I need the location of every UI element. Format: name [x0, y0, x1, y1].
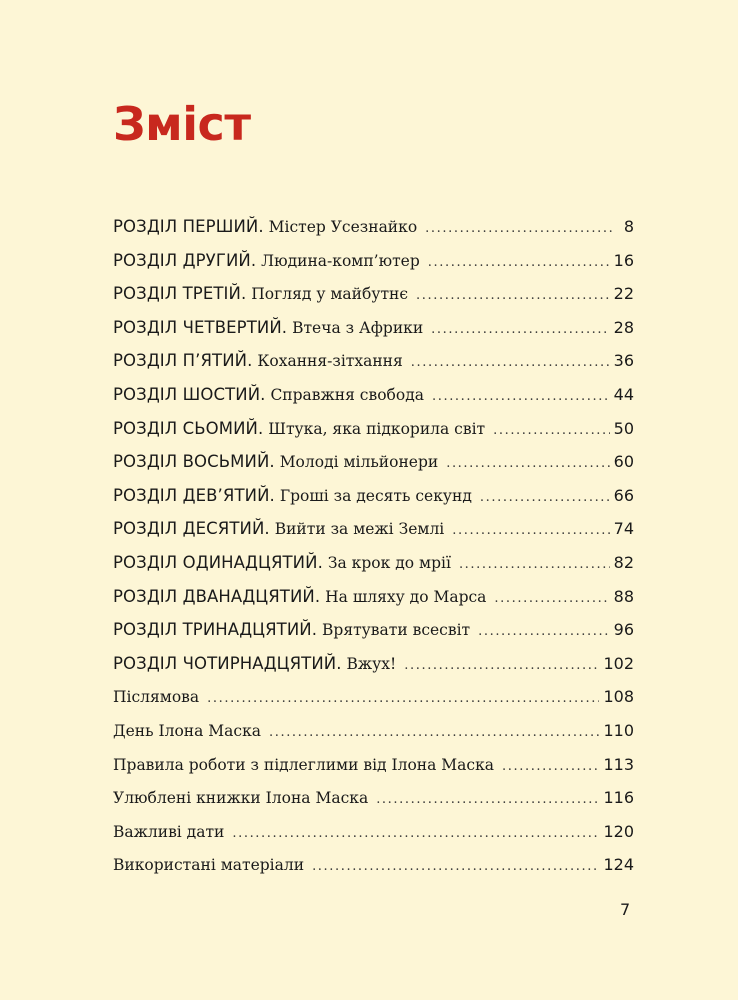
toc-chapter-label: РОЗДІЛ ДЕСЯТИЙ.: [113, 519, 270, 539]
toc-entry: [113, 244, 634, 278]
toc-page-number: 102: [603, 653, 634, 673]
toc-entry: [113, 546, 634, 580]
toc-chapter-label: РОЗДІЛ СЬОМИЙ.: [113, 418, 264, 438]
toc-entry: [113, 580, 634, 614]
toc-leader-dots: [431, 313, 609, 347]
toc-page-number: 116: [603, 788, 634, 808]
toc-entry: [113, 311, 634, 345]
toc-entry: [113, 714, 634, 748]
toc-entry-title: Кохання-зітхання: [257, 352, 403, 371]
toc-entry: [113, 680, 634, 714]
toc-chapter-label: РОЗДІЛ ЧОТИРНАДЦЯТИЙ.: [113, 653, 342, 673]
toc-entry-title: Улюблені книжки Ілона Маска: [113, 789, 369, 808]
toc-chapter-label: РОЗДІЛ ПЕРШИЙ.: [113, 217, 264, 236]
toc-entry: [113, 479, 634, 513]
toc-entry: [113, 445, 634, 479]
toc-page-number: 96: [613, 620, 634, 640]
toc-leader-dots: [493, 414, 610, 448]
toc-chapter-label: РОЗДІЛ ОДИНАДЦЯТИЙ.: [113, 552, 323, 572]
toc-leader-dots: [416, 279, 610, 313]
toc-page-number: 88: [613, 586, 634, 606]
toc-leader-dots: [404, 649, 599, 683]
toc-leader-dots: [494, 582, 609, 616]
toc-chapter-label: РОЗДІЛ ДРУГИЙ.: [113, 250, 257, 270]
toc-page-number: 60: [613, 452, 634, 472]
toc-leader-dots: [432, 380, 610, 414]
toc-leader-dots: [376, 783, 599, 817]
toc-page-number: 22: [613, 284, 634, 304]
toc-entry: [113, 344, 634, 378]
toc-page-number: 108: [603, 687, 634, 707]
toc-page-number: 120: [603, 821, 634, 841]
toc-entry-title: День Ілона Маска: [113, 721, 261, 740]
toc-page-number: 44: [613, 384, 634, 404]
toc-entry-title: Справжня свобода: [270, 385, 424, 404]
toc-entry-title: Погляд у майбутнє: [251, 285, 409, 304]
toc-chapter-label: РОЗДІЛ ЧЕТВЕРТИЙ.: [113, 317, 288, 337]
toc-entry-title: Людина-комп’ютер: [261, 251, 420, 270]
toc-leader-dots: [452, 514, 609, 548]
toc-page-number: 8: [623, 217, 634, 236]
toc-leader-dots: [478, 615, 610, 649]
toc-page-number: 28: [613, 317, 634, 337]
toc-page-number: 66: [613, 485, 634, 505]
toc-entry: [113, 781, 634, 815]
toc-leader-dots: [411, 346, 610, 380]
toc-entry-title: Гроші за десять секунд: [279, 486, 472, 505]
toc-leader-dots: [480, 481, 610, 515]
toc-chapter-label: РОЗДІЛ ДВАНАДЦЯТИЙ.: [113, 586, 321, 606]
toc-leader-dots: [425, 212, 612, 246]
toc-entry: [113, 647, 634, 681]
toc-page-number: 82: [613, 552, 634, 572]
toc-entry-title: Використані матеріали: [113, 856, 305, 875]
toc-chapter-label: РОЗДІЛ П’ЯТИЙ.: [113, 351, 253, 371]
toc-chapter-label: РОЗДІЛ ТРИНАДЦЯТИЙ.: [113, 620, 318, 640]
toc-leader-dots: [459, 548, 610, 582]
toc-page-number: 16: [613, 250, 634, 270]
toc-chapter-label: РОЗДІЛ ДЕВ’ЯТИЙ.: [113, 485, 275, 505]
toc-chapter-label: РОЗДІЛ ВОСЬМИЙ.: [113, 452, 275, 472]
toc-leader-dots: [502, 750, 599, 784]
toc-entry: [113, 815, 634, 849]
toc-entry: [113, 277, 634, 311]
toc-page-number: 124: [603, 855, 634, 875]
toc-entry-title: Правила роботи з підлеглими від Ілона Маска: [113, 755, 495, 774]
toc-leader-dots: [232, 817, 599, 851]
toc-leader-dots: [312, 850, 599, 884]
toc-entry: [113, 210, 634, 244]
toc-leader-dots: [446, 447, 609, 481]
toc-page-number: 50: [613, 418, 634, 438]
toc-entry-title: Молоді мільйонери: [279, 453, 439, 472]
toc-entry: [113, 512, 634, 546]
toc-page-number: 36: [613, 351, 634, 371]
toc-chapter-label: РОЗДІЛ ШОСТИЙ.: [113, 384, 266, 404]
toc-entry-title: Врятувати всесвіт: [322, 621, 471, 640]
toc-entry-title: Вийти за межі Землі: [274, 520, 445, 539]
toc-page-number: 113: [603, 754, 634, 774]
toc-entry-title: Важливі дати: [113, 822, 225, 841]
toc-entry-title: На шляху до Марса: [325, 587, 487, 606]
toc-entry-title: Містер Усезнайко: [268, 218, 418, 236]
toc-entry: [113, 412, 634, 446]
page-number: 7: [620, 900, 631, 919]
toc-entry-title: Втеча з Африки: [292, 318, 424, 337]
toc-entry-title: Штука, яка підкорила світ: [268, 419, 486, 438]
table-of-contents: [113, 210, 634, 882]
toc-entry-title: За крок до мрії: [327, 553, 451, 572]
toc-leader-dots: [428, 246, 610, 280]
toc-entry: [113, 848, 634, 882]
toc-entry-title: Вжух!: [346, 654, 397, 673]
toc-page-number: 110: [603, 720, 634, 740]
toc-entry-title: Післямова: [113, 688, 200, 707]
toc-entry: [113, 748, 634, 782]
page-title: Зміст: [113, 97, 251, 151]
toc-entry: [113, 378, 634, 412]
toc-chapter-label: РОЗДІЛ ТРЕТІЙ.: [113, 284, 247, 304]
toc-entry: [113, 613, 634, 647]
toc-leader-dots: [269, 716, 599, 750]
toc-page-number: 74: [613, 519, 634, 539]
toc-leader-dots: [207, 682, 599, 716]
